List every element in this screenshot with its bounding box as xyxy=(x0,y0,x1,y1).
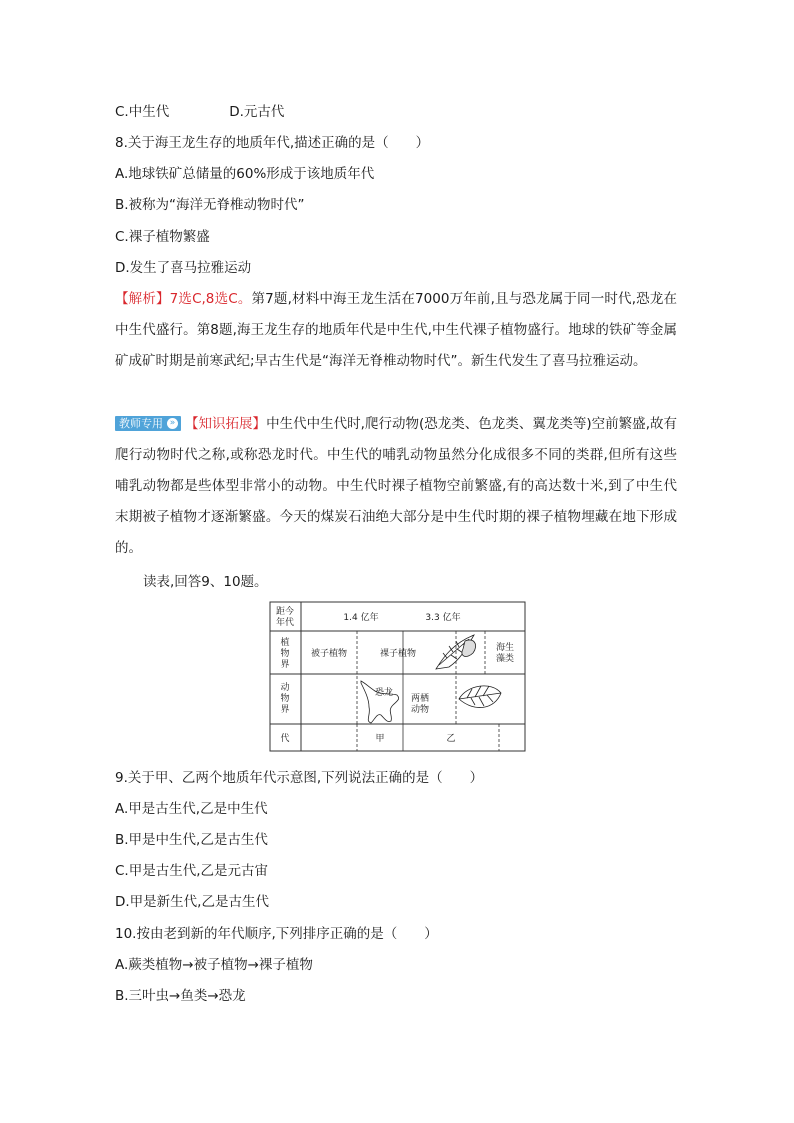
q7-options-cd xyxy=(115,102,284,122)
animal-amphibian-line-1: 两栖 xyxy=(410,694,430,704)
teacher-badge-label: 教师专用 xyxy=(119,417,163,430)
plant-gymnosperm: 裸子植物 xyxy=(379,649,417,659)
animal-amphibian-line-2: 动物 xyxy=(410,705,430,715)
q8-option-a: A.地球铁矿总储量的60%形成于该地质年代 xyxy=(115,166,375,182)
q7-option-d: D.元古代 xyxy=(229,104,285,120)
q9-option-a: A.甲是古生代,乙是中生代 xyxy=(115,801,268,817)
q9-option-d: D.甲是新生代,乙是古生代 xyxy=(115,894,269,910)
time-label-2: 3.3 亿年 xyxy=(425,613,461,623)
head-1-line-1: 距今 xyxy=(275,607,295,617)
plant-algae-line-2: 藻类 xyxy=(495,654,515,664)
q9-option-b: B.甲是中生代,乙是古生代 xyxy=(115,832,268,848)
q8-option-d: D.发生了喜马拉雅运动 xyxy=(115,260,252,276)
q10-stem: 10.按由老到新的年代顺序,下列排序正确的是（ ） xyxy=(115,926,438,942)
era-table-svg xyxy=(269,601,527,753)
read-table-instruction: 读表,回答9、10题。 xyxy=(143,574,268,590)
head-2-line-2: 物 xyxy=(280,649,290,659)
q9-option-c: C.甲是古生代,乙是元古宙 xyxy=(115,863,269,879)
head-3-line-3: 界 xyxy=(280,705,290,715)
plant-algae-line-1: 海生 xyxy=(495,643,515,653)
q10-option-b: B.三叶虫→鱼类→恐龙 xyxy=(115,988,246,1004)
q10-option-a: A.蕨类植物→被子植物→裸子植物 xyxy=(115,957,313,973)
plant-angiosperm: 被子植物 xyxy=(310,649,348,659)
teacher-badge xyxy=(115,416,181,431)
analysis-paragraph xyxy=(115,284,677,377)
era-table-figure xyxy=(269,601,527,757)
knowledge-tag: 【知识拓展】 xyxy=(185,416,267,432)
arrow-icon: » xyxy=(167,418,178,429)
head-2-line-1: 植 xyxy=(280,638,290,648)
q8-option-b: B.被称为“海洋无脊椎动物时代” xyxy=(115,197,305,213)
head-1-line-2: 年代 xyxy=(275,618,295,628)
head-3-line-2: 物 xyxy=(280,694,290,704)
head-4: 代 xyxy=(280,734,290,744)
era-jia: 甲 xyxy=(375,734,385,744)
time-label-1: 1.4 亿年 xyxy=(343,613,379,623)
q7-option-c: C.中生代 xyxy=(115,104,170,120)
head-3-line-1: 动 xyxy=(280,683,290,693)
analysis-tag: 【解析】 xyxy=(115,291,170,307)
analysis-answer: 7选C,8选C。 xyxy=(169,291,252,307)
era-yi: 乙 xyxy=(446,734,456,744)
knowledge-body: 中生代中生代时,爬行动物(恐龙类、色龙类、翼龙类等)空前繁盛,故有爬行动物时代之称,或称恐龙时代。中生代的哺乳动物虽然分化成很多不同的类群,但所有这些哺乳动物都是些体型非常小的动物。中生代时裸子植物空前繁盛,有的高达数十米,到了中生代末期被子植物才逐渐繁盛。今天的煤炭石油绝大部分是中生代时期的裸子植物埋藏在地下形成的。 xyxy=(115,416,678,556)
knowledge-paragraph xyxy=(115,409,677,564)
analysis-body: 第7题,材料中海王龙生活在7000万年前,且与恐龙属于同一时代,恐龙在中生代盛行。第8题,海王龙生存的地质年代是中生代,中生代裸子植物盛行。地球的铁矿等金属矿成矿时期是前寒武纪;早古生代是“海洋无脊椎动物时代”。新生代发生了喜马拉雅运动。 xyxy=(115,291,677,369)
table-border xyxy=(270,602,525,751)
leaf-fossil-icon xyxy=(459,686,501,708)
head-2-line-3: 界 xyxy=(280,660,290,670)
q8-stem: 8.关于海王龙生存的地质年代,描述正确的是（ ） xyxy=(115,135,430,151)
q8-option-c: C.裸子植物繁盛 xyxy=(115,229,210,245)
animal-dinosaur: 恐龙 xyxy=(374,688,394,698)
q9-stem: 9.关于甲、乙两个地质年代示意图,下列说法正确的是（ ） xyxy=(115,770,484,786)
